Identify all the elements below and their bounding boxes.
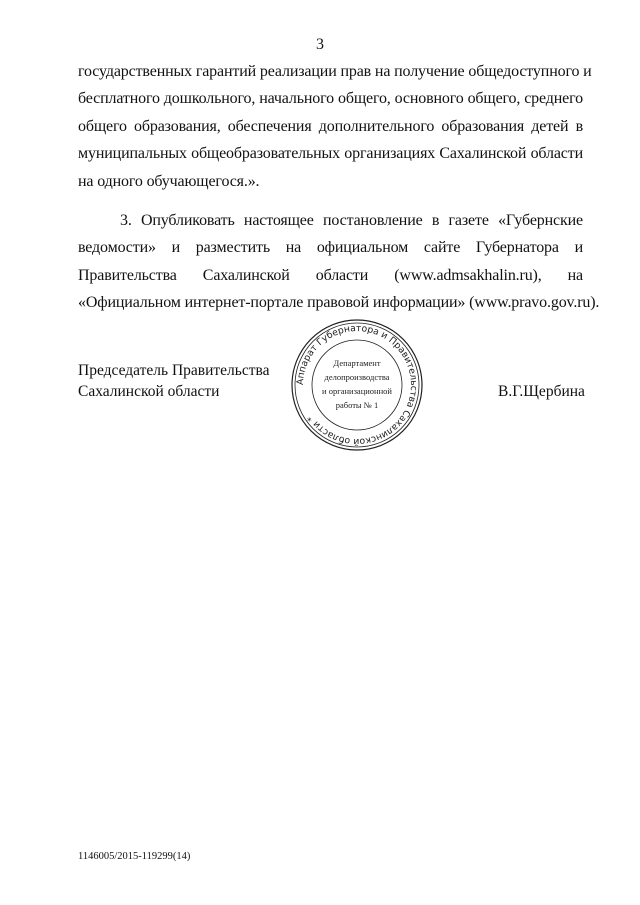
stamp-line: делопроизводства — [324, 372, 390, 382]
paragraph-line: 3. Опубликовать настоящее постановление в газете «Губернские — [120, 212, 583, 229]
official-stamp — [290, 318, 424, 452]
paragraph-line: ведомости» и разместить на официальном сайте Губернатора и — [78, 239, 583, 256]
stamp-ring-text: Аппарат Губернатора и Правительства Сахалинской области * — [294, 322, 420, 448]
stamp-line: и организационной — [322, 386, 392, 396]
stamp-line: Департамент — [333, 358, 381, 368]
stamp-line: работы № 1 — [335, 400, 379, 410]
paragraph-line: общего образования, обеспечения дополнительного образования детей в — [78, 118, 583, 135]
page-number: 3 — [316, 36, 324, 53]
paragraph-line: на одного обучающегося.». — [78, 173, 260, 190]
paragraph-line: бесплатного дошкольного, начального общего, основного общего, среднего — [78, 90, 583, 107]
paragraph-line: государственных гарантий реализации прав на получение общедоступного и — [78, 63, 592, 80]
signatory-region: Сахалинской области — [78, 383, 220, 400]
signatory-name: В.Г.Щербина — [498, 383, 585, 400]
document-code: 1146005/2015-119299(14) — [78, 851, 191, 862]
paragraph-line: «Официальном интернет-портале правовой информации» (www.pravo.gov.ru). — [78, 294, 600, 311]
svg-text:Аппарат Губернатора и Правител — [295, 323, 419, 447]
signatory-title: Председатель Правительства — [78, 362, 270, 379]
paragraph-line: муниципальных общеобразовательных организациях Сахалинской области — [78, 145, 583, 162]
paragraph-line: Правительства Сахалинской области (www.admsakhalin.ru), на — [78, 267, 583, 284]
